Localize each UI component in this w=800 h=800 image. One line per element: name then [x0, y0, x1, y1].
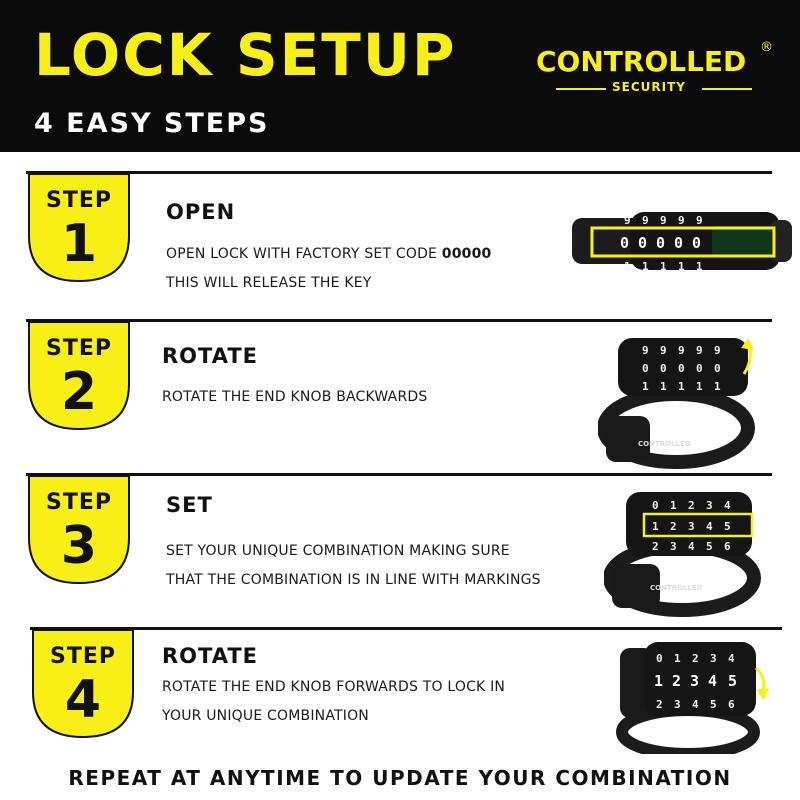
dial-bot: 5: [710, 698, 717, 711]
step-badge-number: 2: [60, 362, 98, 422]
dial-bot: 2: [656, 698, 663, 711]
dial-mid: 1: [654, 672, 664, 690]
dial-top: 1: [674, 652, 681, 665]
step-description: [166, 246, 491, 262]
dial-mid: 0: [656, 234, 666, 252]
dial-bot: 3: [674, 698, 681, 711]
dial-bot: 1: [642, 380, 649, 393]
dial-mid: 0: [714, 362, 721, 375]
dial-top: 9: [678, 214, 685, 227]
dial-top: 9: [714, 344, 721, 357]
dial-mid: 4: [708, 672, 718, 690]
dial-mid: 0: [674, 234, 684, 252]
factory-code: 00000: [441, 246, 492, 262]
brand-logo: [536, 40, 776, 104]
dial-mid: 3: [690, 672, 700, 690]
step-description: ROTATE THE END KNOB BACKWARDS: [162, 389, 428, 405]
dial-mid: 0: [696, 362, 703, 375]
dial-top: 4: [724, 499, 731, 512]
dial-bot: 1: [624, 260, 631, 273]
step-description: THIS WILL RELEASE THE KEY: [166, 275, 372, 291]
brand-divider-right: [702, 88, 752, 90]
dial-mid: 5: [728, 672, 738, 690]
dial-top: 9: [642, 344, 649, 357]
dial-top: 3: [706, 499, 713, 512]
dial-top: 3: [710, 652, 717, 665]
dial-top: 9: [642, 214, 649, 227]
footer-note: REPEAT AT ANYTIME TO UPDATE YOUR COMBINATION: [68, 766, 732, 790]
step-badge-4: [32, 630, 134, 738]
step-badge-number: 1: [60, 214, 98, 274]
dial-top: 4: [728, 652, 735, 665]
dial-bot: 1: [714, 380, 721, 393]
dial-bot: 6: [724, 540, 731, 553]
page-title: LOCK SETUP: [34, 21, 457, 89]
dial-top: 9: [678, 344, 685, 357]
dial-top: 0: [656, 652, 663, 665]
dial-top: 9: [696, 214, 703, 227]
registered-mark: ®: [760, 40, 773, 55]
step-badge-word: STEP: [45, 336, 112, 361]
cable-lock-icon: [570, 206, 796, 278]
dial-mid: 1: [652, 520, 659, 533]
dial-bot: 1: [678, 260, 685, 273]
dial-bot: 1: [696, 380, 703, 393]
dial-bot: 1: [678, 380, 685, 393]
dial-top: 2: [688, 499, 695, 512]
lock-brand-label: CONTROLLED: [650, 584, 703, 592]
dial-mid: 0: [620, 234, 630, 252]
step-badge-word: STEP: [45, 490, 112, 515]
dial-top: 2: [692, 652, 699, 665]
dial-bot: 1: [660, 380, 667, 393]
dial-mid: 0: [638, 234, 648, 252]
dial-bot: 4: [692, 698, 699, 711]
step-description: ROTATE THE END KNOB FORWARDS TO LOCK IN: [162, 679, 506, 695]
step-description: YOUR UNIQUE COMBINATION: [162, 708, 369, 724]
dial-bot: 1: [660, 260, 667, 273]
cable-lock-icon: [616, 636, 774, 754]
dial-bot: 1: [696, 260, 703, 273]
dial-mid: 4: [706, 520, 713, 533]
rotate-arrow-icon: [756, 668, 764, 692]
step-badge-1: [28, 174, 130, 282]
dial-bot: 2: [652, 540, 659, 553]
dial-top: 1: [670, 499, 677, 512]
dial-top: 9: [624, 214, 631, 227]
dial-mid: 2: [672, 672, 682, 690]
step-heading: ROTATE: [162, 344, 259, 368]
dial-top: 0: [652, 499, 659, 512]
dial-mid: 0: [642, 362, 649, 375]
dial-bot: 5: [706, 540, 713, 553]
step-badge-number: 4: [64, 670, 102, 730]
header-banner: [0, 0, 800, 152]
dial-top: 9: [660, 344, 667, 357]
step-description: SET YOUR UNIQUE COMBINATION MAKING SURE: [166, 543, 510, 559]
dial-mid: 0: [678, 362, 685, 375]
dial-bot: 4: [688, 540, 695, 553]
brand-sub: SECURITY: [612, 80, 686, 94]
dial-mid: 0: [692, 234, 702, 252]
dial-mid: 5: [724, 520, 731, 533]
page-subtitle: 4 EASY STEPS: [34, 108, 270, 139]
dial-top: 9: [696, 344, 703, 357]
step-badge-3: [28, 476, 130, 584]
step-divider-1: [26, 171, 772, 174]
dial-mid: 0: [660, 362, 667, 375]
step-badge-word: STEP: [45, 188, 112, 213]
cable-lock-icon: [604, 484, 770, 618]
step-heading: OPEN: [166, 200, 236, 224]
step-heading: SET: [166, 493, 213, 517]
step-divider-3: [26, 473, 772, 476]
dial-mid: 2: [670, 520, 677, 533]
brand-name: CONTROLLED: [536, 45, 747, 78]
step-description: THAT THE COMBINATION IS IN LINE WITH MARKINGS: [166, 572, 541, 588]
dial-bot: 1: [642, 260, 649, 273]
step-badge-word: STEP: [49, 644, 116, 669]
step-badge-number: 3: [60, 516, 98, 576]
step-divider-4: [30, 627, 782, 630]
dial-mid: 3: [688, 520, 695, 533]
cable-lock-icon: [598, 330, 768, 470]
step-divider-2: [26, 319, 772, 322]
dial-bot: 6: [728, 698, 735, 711]
step-description-text: OPEN LOCK WITH FACTORY SET CODE: [166, 246, 442, 262]
step-badge-2: [28, 322, 130, 430]
brand-divider-left: [556, 88, 606, 90]
dial-bot: 3: [670, 540, 677, 553]
step-heading: ROTATE: [162, 644, 259, 668]
lock-brand-label: CONTROLLED: [638, 440, 691, 448]
dial-top: 9: [660, 214, 667, 227]
